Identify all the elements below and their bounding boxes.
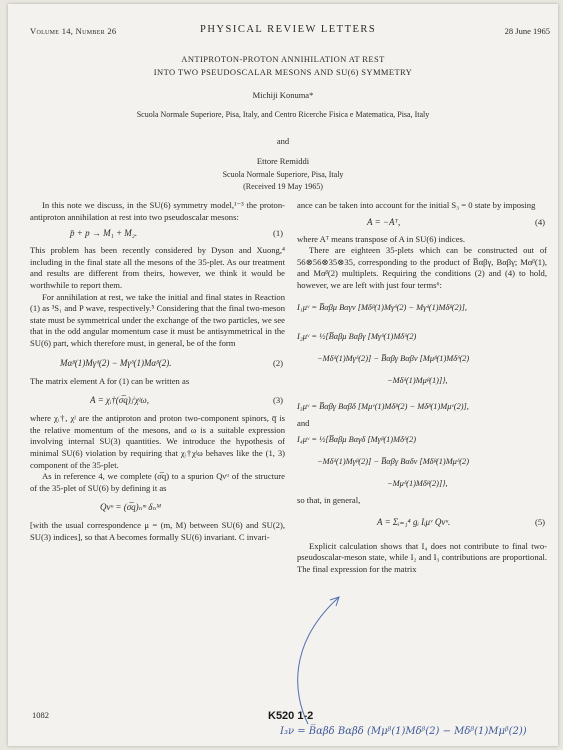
equation-spurion [30,494,285,520]
equation-body: I₄μᵛ = ½[B̅αβμ Bαγδ [Mγᵝ(1)Mδᵟ(2) [297,435,417,445]
paragraph: and [297,417,310,428]
equation-4 [297,212,547,234]
paragraph: so that, in general, [297,495,361,506]
equation-body: I₂μᵛ = ½[B̅αβμ Bαβγ [Mγᵟ(1)Mδᵟ(2) [297,331,417,341]
paragraph: Explicit calculation shows that I₄ does not contribute to final two-pseudoscalar-meson state, while I₂ and I₃ contributions are proportional. The final expression for the matrix [297,540,547,574]
equation-I2-end [297,370,547,392]
equation-body: A = −Aᵀ, [367,216,401,227]
equation-body: A = χᵢ†(σ̅q)ⱼⁱχʲω, [90,395,149,406]
paper-title-line-1: ANTIPROTON-PROTON ANNIHILATION AT REST [181,54,385,64]
equation-body: −Mδᵟ(1)Mμᵝ(1)]}, [387,375,448,385]
paragraph: The matrix element A for (1) can be written as [30,375,190,386]
equation-body: −Mδᵟ(1)Mγᵝ(2)] − B̅αβγ Bαδν [Mδᵝ(1)Mμᵟ(2) [317,457,469,467]
running-header [30,24,550,38]
equation-body: −Mμᵟ(1)Mδᵝ(2)]}, [387,479,448,489]
equation-I4-end [297,473,547,495]
equation-body: p̄ + p → M₁ + M₂. [70,228,138,239]
archive-stamp: K520 1-2 [268,710,314,722]
author-1: Michiji Konuma* [252,90,314,100]
equation-I4-cont [297,451,547,473]
equation-I3 [297,392,547,418]
journal-page [8,4,558,746]
page-number: 1082 [32,710,49,720]
equation-3 [30,387,285,413]
paragraph: [with the usual correspondence μ = (m, M) between SU(6) and SU(2), SU(3) indices], so that A becomes formally SU(6) invariant. C invari- [30,520,285,542]
equation-I2-cont [297,348,547,370]
paragraph: As in reference 4, we complete (σ̅q) to a spurion Qνᵘ of the structure of the 35-plet of SU(6) by defining it as [30,471,285,493]
equation-number: (5) [534,516,545,527]
paragraph: where Aᵀ means transpose of A in SU(6) indices. [297,233,466,244]
equation-I4 [297,429,547,451]
equation-I1 [297,292,547,326]
paragraph: where χᵢ†, χʲ are the antiproton and proton two-component spinors, q̅ is the relative momentum of the mesons, and ω is a suitable expression involving internal SU(3) quantities. We introduce the hypothesis of minimal SU(6) violation by requiring that χᵢ†χʲω behaves like the (1, 3) component of the 35-plet. [30,413,285,470]
received-date: (Received 19 May 1965) [243,182,323,191]
paragraph: ance can be taken into account for the initial S₃ = 0 state by imposing [297,200,536,210]
equation-body: Qνᵘ = (σ̅q)ₙᵐ δₙᴹ [100,502,162,513]
affiliation-1: Scuola Normale Superiore, Pisa, Italy, and Centro Ricerche Fisica e Matematica, Pisa, Italy [136,110,430,119]
affiliation-2: Scuola Normale Superiore, Pisa, Italy [222,170,344,179]
equation-body: I₃μᵛ = B̅αβγ Bαβδ [Mμᵛ(1)Mδᵝ(2) − Mδᵝ(1)Mμᵛ(2)], [297,401,469,411]
equation-2 [30,350,285,376]
author-2: Ettore Remiddi [256,156,310,166]
paper-title-line-2: INTO TWO PSEUDOSCALAR MESONS AND SU(6) SYMMETRY [153,67,413,77]
and-separator: and [276,136,290,146]
equation-number: (1) [272,228,283,239]
right-column [297,200,547,576]
equation-body: I₁μᵛ = B̅αβμ Bαγν [Mδᵝ(1)Mγᵟ(2) − Mγᵟ(1)Mδᵝ(2)], [297,302,467,312]
journal-name: PHYSICAL REVIEW LETTERS [200,24,377,35]
equation-1 [30,223,285,245]
paragraph: For annihilation at rest, we take the initial and final states in Reaction (1) as ³S₁ and P wave, respectively.⁵ Considering that the final two-meson state must be symmetrical under the exchange of the two particles, we see that in the odd angular momentum case it must be antisymmetrical in the SU(6) part, which therefore must, in general, be of the form [30,291,285,348]
handwritten-note: I₃ν = B̅αβδ Bαβδ (Mμᵝ(1)Mδᵝ(2) − Mδᵝ(1)Mμᵝ(2)) [280,726,527,737]
equation-body: Mαᵝ(1)Mγᵟ(2) − Mγᵟ(1)Mαᵝ(2). [60,357,172,368]
equation-number: (3) [272,395,283,406]
paragraph: In this note we discuss, in the SU(6) symmetry model,¹⁻³ the proton-antiproton annihilation at rest into two pseudoscalar mesons: [30,200,285,222]
equation-number: (2) [272,357,283,368]
equation-5 [297,507,547,541]
paragraph: There are eighteen 35-plets which can be constructed out of 56⊗56⊗35⊗35, corresponding to the product of B̅αβγ, Bαβγ; Mαᵝ(1), and Mαᵝ(2) multiplets. Requiring the conditions (2) and (4) to hold, however, we are left with just four terms⁶: [297,245,547,290]
volume-number: Volume 14, Number 26 [30,26,117,36]
paragraph: This problem has been recently considered by Dyson and Xuong,⁴ including in the final state all the mesons of the 35-plet. As our treatment and results are different from theirs, however, we think it would be worthwhile to report them. [30,245,285,290]
equation-number: (4) [534,216,545,227]
equation-body: −Mδᵟ(1)Mγᵟ(2)] − B̅αβγ Bαβν [Mμᵝ(1)Mδᵟ(2) [317,353,470,363]
issue-date: 28 June 1965 [504,26,550,36]
left-column [30,200,285,543]
equation-body: A = Σᵢ₌₁⁴ gᵢ Iᵢμᵛ Qνᵘ. [377,516,451,527]
equation-I2 [297,326,547,348]
